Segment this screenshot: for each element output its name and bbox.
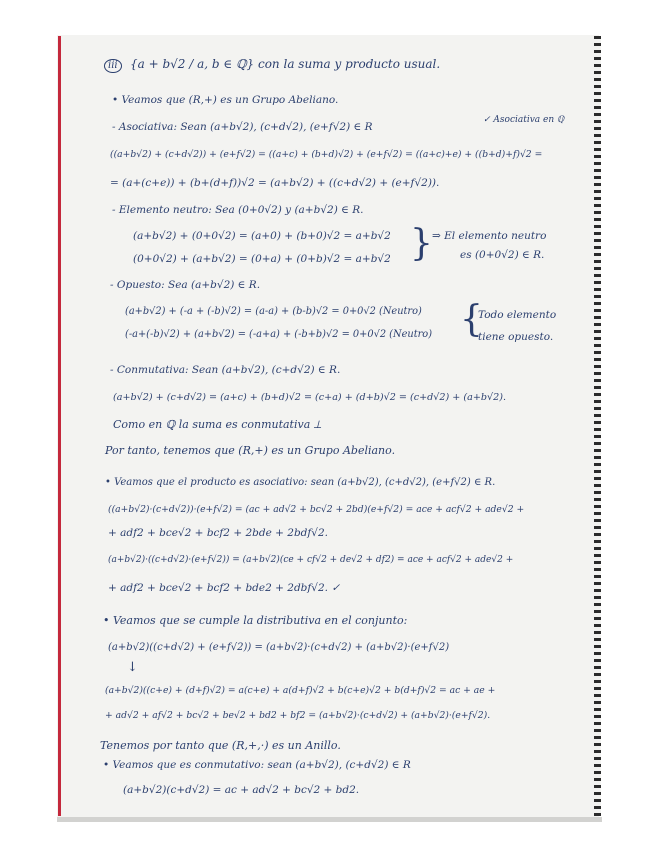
distributive-line-2: (a+b√2)((c+e) + (d+f)√2) = a(c+e) + a(d+f)√2 + b(c+e)√2 + b(d+f)√2 = ac + ae + bbox=[105, 685, 496, 696]
opposite-note-2: tiene opuesto. bbox=[478, 331, 554, 343]
distributive-intro: • Veamos que se cumple la distributiva en el conjunto: bbox=[103, 614, 408, 627]
distributive-arrow: ↓ bbox=[127, 660, 138, 675]
neutral-note-2: es (0+0√2) ∈ R. bbox=[460, 249, 545, 261]
opposite-line-2: (-a+(-b)√2) + (a+b√2) = (-a+a) + (-b+b)√2 = 0+0√2 (Neutro) bbox=[125, 329, 433, 340]
opposite-brace: { bbox=[460, 299, 483, 340]
red-margin-line bbox=[58, 36, 61, 816]
opposite-label: - Opuesto: Sea (a+b√2) ∈ R. bbox=[110, 279, 261, 291]
page-shadow bbox=[57, 817, 602, 822]
opposite-line-1: (a+b√2) + (-a + (-b)√2) = (a-a) + (b-b)√2 = 0+0√2 (Neutro) bbox=[125, 306, 422, 317]
distributive-line-3: + ad√2 + af√2 + bc√2 + be√2 + bd2 + bf2 = (a+b√2)·(c+d√2) + (a+b√2)·(e+f√2). bbox=[105, 710, 491, 721]
spiral-binding bbox=[594, 36, 601, 816]
product-line-3: (a+b√2)·((c+d√2)·(e+f√2)) = (a+b√2)(ce + cf√2 + de√2 + df2) = ace + acf√2 + ade√2 + bbox=[108, 555, 514, 565]
commutative-product-intro: • Veamos que es conmutativo: sean (a+b√2), (c+d√2) ∈ R bbox=[103, 759, 411, 771]
opposite-note-1: Todo elemento bbox=[478, 309, 557, 321]
group-intro: • Veamos que (R,+) es un Grupo Abeliano. bbox=[112, 94, 339, 106]
neutral-line-1: (a+b√2) + (0+0√2) = (a+0) + (b+0)√2 = a+b√2 bbox=[133, 230, 391, 242]
neutral-line-2: (0+0√2) + (a+b√2) = (0+a) + (0+b)√2 = a+b√2 bbox=[133, 253, 391, 265]
group-conclusion: Por tanto, tenemos que (R,+) es un Grupo Abeliano. bbox=[105, 444, 396, 457]
item-number: iii bbox=[104, 59, 122, 73]
neutral-brace: } bbox=[410, 223, 433, 264]
commutative-line-1: (a+b√2) + (c+d√2) = (a+c) + (b+d)√2 = (c+a) + (d+b)√2 = (c+d√2) + (a+b√2). bbox=[113, 392, 507, 403]
product-line-4: + adf2 + bce√2 + bcf2 + bde2 + 2dbf√2. ✓ bbox=[108, 582, 341, 594]
product-line-1: ((a+b√2)·(c+d√2))·(e+f√2) = (ac + ad√2 + bc√2 + 2bd)(e+f√2) = ace + acf√2 + ade√2 + bbox=[108, 504, 525, 515]
associative-note: ✓ Asociativa en ℚ bbox=[483, 115, 565, 125]
associative-line-1: ((a+b√2) + (c+d√2)) + (e+f√2) = ((a+c) + (b+d)√2) + (e+f√2) = ((a+c)+e) + ((b+d)+f)√2 = bbox=[110, 149, 543, 160]
distributive-line-1: (a+b√2)((c+d√2) + (e+f√2)) = (a+b√2)·(c+d√2) + (a+b√2)·(e+f√2) bbox=[108, 642, 450, 653]
product-intro: • Veamos que el producto es asociativo: sean (a+b√2), (c+d√2), (e+f√2) ∈ R. bbox=[105, 477, 496, 488]
neutral-note-1: ⇒ El elemento neutro bbox=[432, 230, 547, 242]
associative-line-2: = (a+(c+e)) + (b+(d+f))√2 = (a+b√2) + ((c+d√2) + (e+f√2)). bbox=[110, 177, 440, 189]
ring-conclusion: Tenemos por tanto que (R,+,·) es un Anillo. bbox=[100, 739, 341, 752]
exercise-title: {a + b√2 / a, b ∈ ℚ} con la suma y producto usual. bbox=[130, 57, 441, 71]
commutative-line-2: Como en ℚ la suma es conmutativa ⟂ bbox=[113, 418, 322, 431]
neutral-label: - Elemento neutro: Sea (0+0√2) y (a+b√2) ∈ R. bbox=[112, 204, 364, 216]
associative-label: - Asociativa: Sean (a+b√2), (c+d√2), (e+f√2) ∈ R bbox=[112, 121, 373, 133]
product-line-2: + adf2 + bce√2 + bcf2 + 2bde + 2bdf√2. bbox=[108, 527, 328, 539]
commutative-product-line-1: (a+b√2)(c+d√2) = ac + ad√2 + bc√2 + bd2. bbox=[123, 784, 360, 796]
commutative-label: - Conmutativa: Sean (a+b√2), (c+d√2) ∈ R. bbox=[110, 364, 341, 376]
